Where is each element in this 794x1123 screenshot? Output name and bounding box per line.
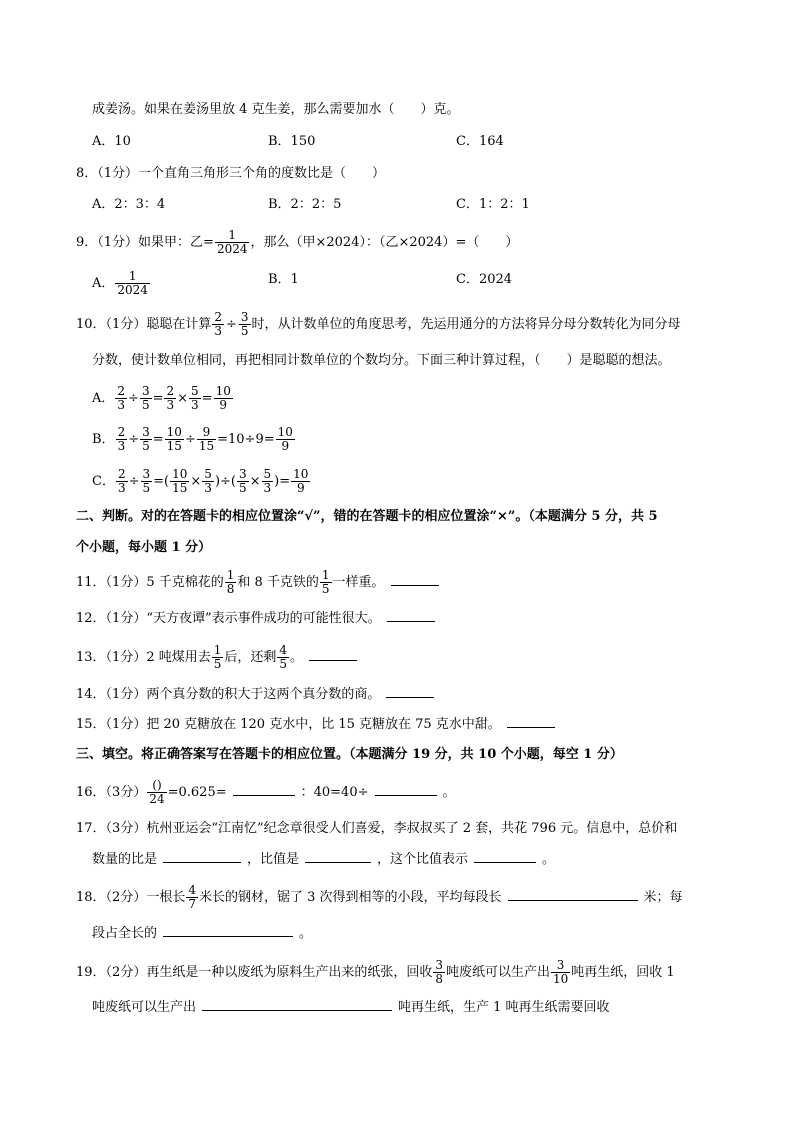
q8-option-c: C．1：2：1: [456, 197, 530, 212]
fraction: $\frac{1}{2024}$: [117, 269, 148, 297]
fraction: $\frac{2}{3}$: [214, 310, 222, 338]
q18-line2: 段占全长的 。: [92, 926, 313, 941]
q9-option-a: A． $\frac{1}{2024}$: [92, 269, 148, 297]
answer-blank[interactable]: [386, 696, 434, 698]
q9-stem-post: ，那么（甲×2024）：（乙×2024）=（ ）: [250, 235, 519, 250]
answer-blank[interactable]: [507, 726, 555, 728]
q16: 16．（3分） () 24 =0.625= ：40=40÷ 。: [76, 778, 456, 806]
q12: 12．（1分）“天方夜谭”表示事件成功的可能性很大。: [76, 609, 441, 629]
answer-blank[interactable]: [375, 794, 437, 796]
answer-blank[interactable]: [387, 620, 435, 622]
q7-option-a: A．10: [92, 134, 131, 149]
answer-blank[interactable]: [233, 794, 295, 796]
section-2-heading: 二、判断。对的在答题卡的相应位置涂“√”，错的在答题卡的相应位置涂“×”。（本题满分 5 分，共 5: [76, 509, 658, 524]
answer-blank[interactable]: [508, 899, 638, 901]
fraction: $\frac{3}{5}$: [240, 310, 249, 338]
q11: 11．（1分）5 千克棉花的 $\frac{1}{8}$ 和 8 千克铁的 $\frac{1}{5}$ 一样重。: [76, 569, 445, 596]
answer-blank[interactable]: [163, 935, 293, 937]
q9-option-b: B．1: [268, 272, 299, 287]
q8-option-b: B．2：2：5: [268, 197, 342, 212]
answer-blank[interactable]: [309, 659, 357, 661]
q17-line2: 数量的比是 ，比值是 ，这个比值表示 。: [92, 852, 556, 867]
q17: 17．（3分）杭州亚运会“江南忆”纪念章很受人们喜爱，李叔叔买了 2 套，共花 796 元。信息中，总价和: [76, 821, 678, 836]
q19-line2: 吨废纸可以生产出 吨再生纸，生产 1 吨再生纸需要回收: [92, 1000, 610, 1015]
section-2-heading-line2: 个小题，每小题 1 分）: [76, 540, 212, 555]
q7-option-c: C．164: [456, 134, 504, 149]
q15: 15．（1分）把 20 克糖放在 120 克水中，比 15 克糖放在 75 克水中甜。: [76, 715, 561, 735]
q13: 13．（1分）2 吨煤用去 $\frac{1}{5}$ 后，还剩 $\frac{4}{5}$ 。: [76, 644, 363, 671]
q8-option-a: A．2：3：4: [92, 197, 166, 212]
q9-stem: [76, 229, 518, 256]
q19: 19．（2分）再生纸是一种以废纸为原料生产出来的纸张，回收 $\frac{3}{8}$ 吨废纸可以生产出 $\frac{3}{10}$ 吨再生纸，回收 1: [76, 958, 675, 986]
answer-blank[interactable]: [305, 861, 371, 863]
q9-option-c: C．2024: [456, 272, 513, 287]
q10-stem-line2: 分数，使计数单位相同，再把相同计数单位的个数均分。下面三种计算过程，（ ）是聪聪的想法。: [92, 353, 671, 368]
section-3-heading: 三、填空。将正确答案写在答题卡的相应位置。（本题满分 19 分，共 10 个小题，每空 1 分）: [76, 747, 623, 762]
q10-option-a: A． $\frac{2}{3}$ ÷ $\frac{3}{5}$ = $\frac{2}{3}$ × $\frac{5}{3}$ = $\frac{10}{9}$: [92, 384, 231, 412]
q10-stem: 10．（1分）聪聪在计算 $\frac{2}{3}$ ÷ $\frac{3}{5}$ 时，从计数单位的角度思考，先运用通分的方法将异分母分数转化为同分母: [76, 310, 681, 338]
q14: 14．（1分）两个真分数的积大于这两个真分数的商。: [76, 685, 440, 705]
answer-blank[interactable]: [391, 584, 439, 586]
q10-option-c: C． $\frac{2}{3}$ ÷ $\frac{3}{5}$ =( $\frac{10}{15}$ × $\frac{5}{3}$ )÷( $\frac{3}{5}$ × $\frac{5}{3}$ )= $\frac{10}{9}$: [92, 467, 309, 495]
q18: 18．（2分）一根长 $\frac{4}{7}$ 米长的钢材，锯了 3 次得到相等的小段，平均每段长 米；每: [76, 883, 683, 911]
q9-stem-pre: 9．（1分）如果甲：乙=: [76, 235, 214, 250]
fraction: $\frac{1}{2024}$: [216, 228, 248, 256]
answer-blank[interactable]: [202, 1009, 392, 1011]
q7-option-b: B．150: [268, 134, 316, 149]
q8-stem: 8．（1分）一个直角三角形三个角的度数比是（ ）: [76, 166, 386, 181]
answer-blank[interactable]: [474, 861, 536, 863]
q10-option-b: B． $\frac{2}{3}$ ÷ $\frac{3}{5}$ = $\frac{10}{15}$ ÷ $\frac{9}{15}$ =10÷9= $\frac{10}{9}$: [92, 425, 293, 453]
q7-stem: 成姜汤。如果在姜汤里放 4 克生姜，那么需要加水（ ）克。: [92, 102, 460, 117]
answer-blank[interactable]: [163, 861, 241, 863]
